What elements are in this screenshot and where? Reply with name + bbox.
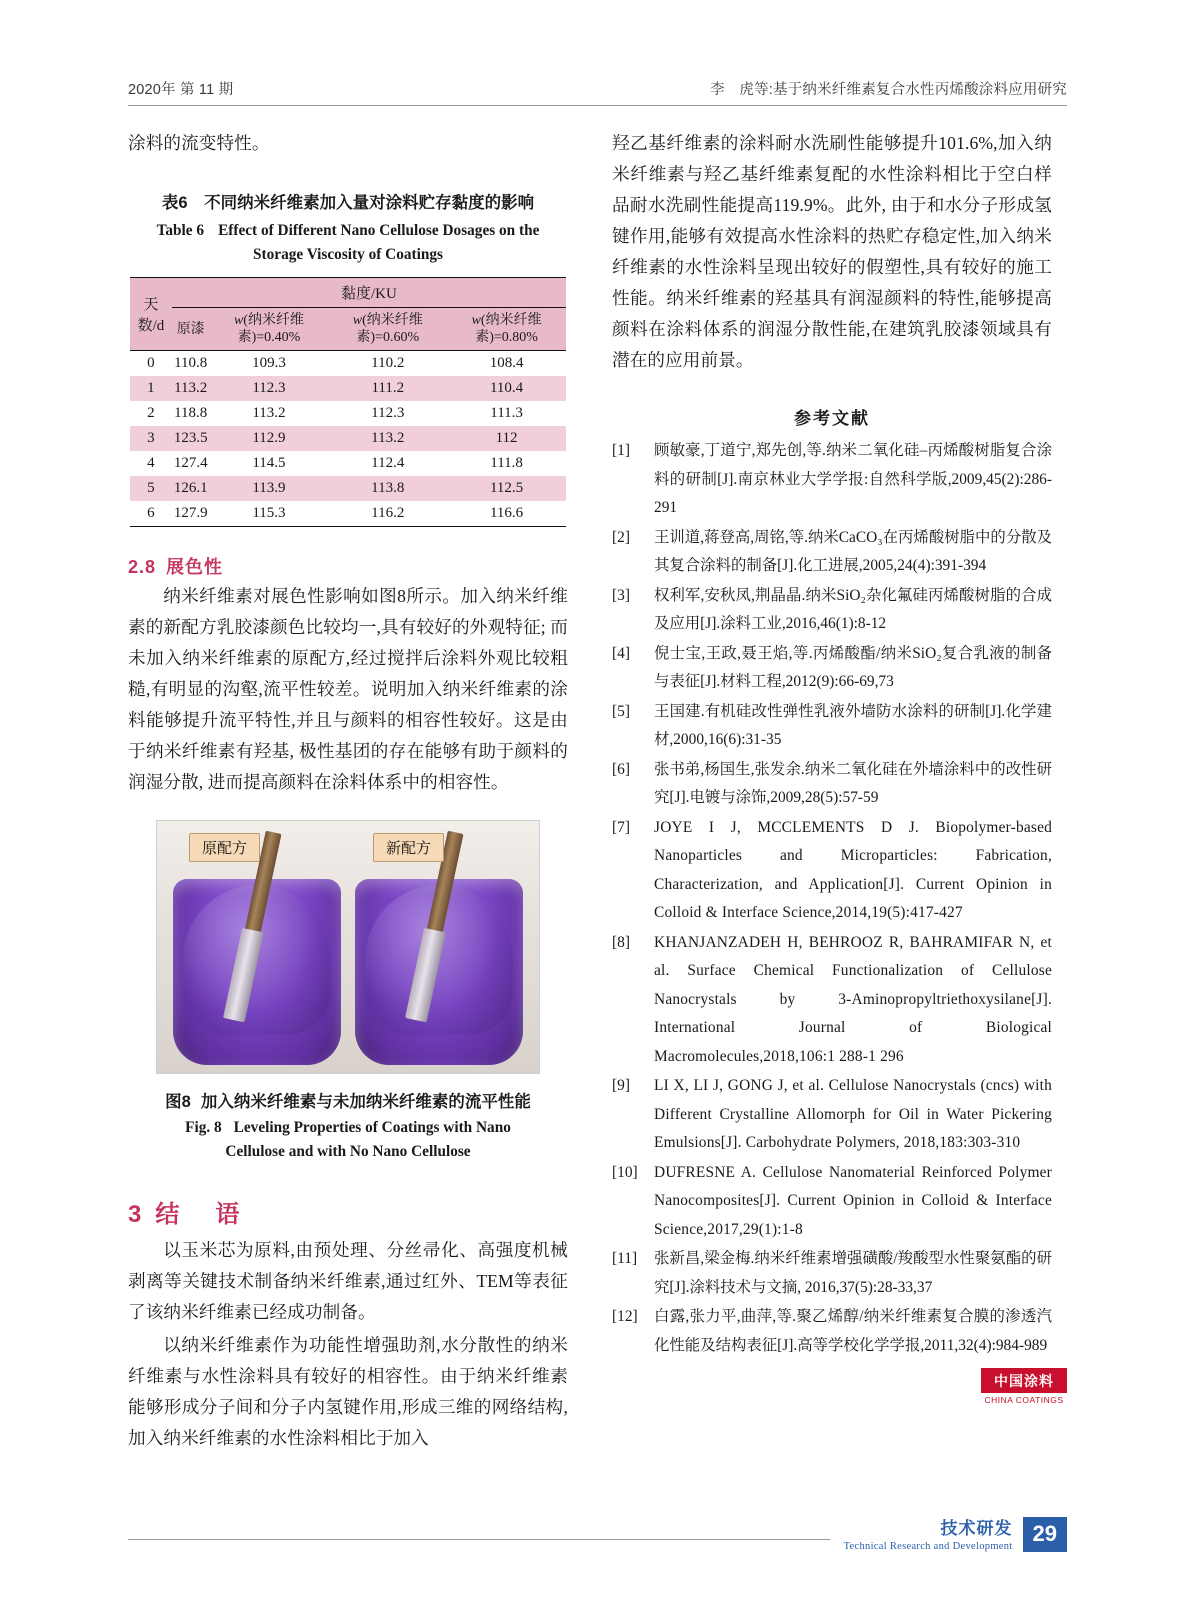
cell: 109.3: [210, 351, 329, 377]
figure-8-caption-cn: [128, 1088, 568, 1112]
section-2-8-paragraph: 纳米纤维素对展色性影响如图8所示。加入纳米纤维素的新配方乳胶漆颜色比较均一,具有较好的外观特征; 而未加入纳米纤维素的原配方,经过搅拌后涂料外观比较粗糙,有明显的沟壑,流平性较差。说明加入纳米纤维素的涂料能够提升流平特性,并且与颜料的相容性较好。这是由于纳米纤维素有羟基, 极性基团的存在能够有助于颜料的润湿分散, 进而提高颜料在涂料体系中的相容性。: [128, 586, 568, 792]
right-top-paragraph: 羟乙基纤维素的涂料耐水洗刷性能够提升101.6%,加入纳米纤维素与羟乙基纤维素复配的水性涂料相比于空白样品耐水洗刷性能提高119.9%。此外, 由于和水分子形成氢键作用,能够有效提高水性涂料的热贮存稳定性,加入纳米纤维素的水性涂料呈现出较好的假塑性,具有较好的施工性能。纳米纤维素的羟基具有润湿颜料的特性,能够提高颜料在涂料体系的润湿分散性能,在建筑乳胶漆领域具有潜在的应用前景。: [612, 133, 1052, 370]
table-row: [130, 451, 566, 476]
reference-text: KHANJANZADEH H, BEHROOZ R, BAHRAMIFAR N, et al. Surface Chemical Functionalization of Cellulose Nanocrystals by 3-Aminopropyltriethoxysilane[J]. International Journal of Biological Macromolecules,2018,106:1 288-1 296: [654, 933, 1052, 1065]
reference-item: [612, 1072, 1052, 1158]
cell: 5: [130, 476, 172, 501]
footer-section-cn: 技术研发: [940, 1519, 1013, 1538]
table6-head-row-2: [130, 308, 566, 351]
reference-number: [8]: [612, 933, 630, 951]
cell: 111.2: [328, 376, 447, 401]
reference-text: 顾敏豪,丁道宁,郑先创,等.纳米二氧化硅–丙烯酸树脂复合涂料的研制[J].南京林业大学学报:自然科学版,2009,45(2):286-291: [654, 442, 1052, 516]
figure-8-photo: [156, 820, 540, 1074]
table6-body: [130, 351, 566, 527]
table6-head: [130, 278, 566, 351]
reference-item: [612, 582, 1052, 639]
reference-number: [2]: [612, 528, 630, 546]
table6-header-cell: w(纳米纤维素)=0.60%: [328, 308, 447, 351]
reference-number: [11]: [612, 1250, 638, 1267]
section-number: 2.8: [128, 557, 157, 577]
cell: 110.4: [447, 376, 566, 401]
label-new-formula: 新配方: [373, 833, 444, 862]
cell: 118.8: [172, 401, 210, 426]
cell: 112.9: [210, 426, 329, 451]
reference-item: [612, 929, 1052, 1072]
two-column-body: [128, 128, 1067, 1456]
figure-8: [128, 820, 568, 1164]
table6-header-cell: w(纳米纤维素)=0.80%: [447, 308, 566, 351]
table6-caption-cn: 表6 不同纳米纤维素加入量对涂料贮存黏度的影响: [161, 194, 535, 212]
cell: 112.3: [328, 401, 447, 426]
reference-number: [1]: [612, 442, 630, 459]
publisher-logo: [981, 1368, 1067, 1405]
reference-text: DUFRESNE A. Cellulose Nanomaterial Reinforced Polymer Nanocomposites[J]. Current Opinion in Colloid & Interface Science,2017,29(1):1-8: [654, 1163, 1052, 1238]
reference-text: 张新昌,梁金梅.纳米纤维素增强磺酸/羧酸型水性聚氨酯的研究[J].涂料技术与文摘, 2016,37(5):28-33,37: [654, 1250, 1052, 1296]
table6-label-en: Table 6: [156, 222, 205, 239]
table6-col0-header: 天数/d: [130, 278, 172, 351]
publisher-logo-name: 中国涂料: [981, 1368, 1067, 1393]
left-top-paragraph: 涂料的流变特性。: [128, 133, 270, 153]
section-heading-3: [128, 1194, 568, 1229]
cell: 112.3: [210, 376, 329, 401]
reference-text: 白露,张力平,曲萍,等.聚乙烯醇/纳米纤维素复合膜的渗透汽化性能及结构表征[J].高等学校化学学报,2011,32(4):984-989: [654, 1308, 1052, 1354]
cell: 113.2: [210, 401, 329, 426]
reference-item: [612, 698, 1052, 755]
cell: 116.2: [328, 501, 447, 527]
section-number: 3: [128, 1201, 142, 1228]
label-original-formula: 原配方: [189, 833, 260, 862]
page-footer: [128, 1514, 1067, 1552]
references-heading: 参考文献: [794, 409, 870, 428]
reference-number: [5]: [612, 702, 630, 720]
reference-item: [612, 640, 1052, 697]
figure-8-label-en: Fig. 8: [185, 1119, 222, 1136]
table-row: [130, 426, 566, 451]
cell: 112: [447, 426, 566, 451]
table-row: [130, 376, 566, 401]
reference-number: [12]: [612, 1308, 638, 1325]
table-row: [130, 401, 566, 426]
cell: 113.8: [328, 476, 447, 501]
table6-head-row-1: [130, 278, 566, 308]
cell: 111.3: [447, 401, 566, 426]
reference-item: [612, 814, 1052, 928]
table6-header-cell: 原漆: [172, 308, 210, 351]
running-head-right: [710, 78, 1067, 99]
running-head-left: 2020年 第 11 期: [128, 82, 234, 98]
section-heading-2-8: [128, 553, 568, 579]
cell: 113.9: [210, 476, 329, 501]
figure-8-caption-en-line2: Cellulose and with No Nano Cellulose: [225, 1143, 471, 1160]
cell: 114.5: [210, 451, 329, 476]
table6-caption-en-line2: Storage Viscosity of Coatings: [253, 246, 443, 263]
figure-8-caption-en-line1: Leveling Properties of Coatings with Nano: [233, 1119, 511, 1136]
cell: 113.2: [328, 426, 447, 451]
cell: 6: [130, 501, 172, 527]
reference-number: [7]: [612, 818, 630, 836]
cell: 4: [130, 451, 172, 476]
cell: 111.8: [447, 451, 566, 476]
footer-rule: [128, 1539, 830, 1540]
reference-text: 权利军,安秋凤,荆晶晶.纳米SiO₂杂化氟硅丙烯酸树脂的合成及应用[J].涂料工业,2016,46(1):8-12: [654, 586, 1052, 632]
cell: 123.5: [172, 426, 210, 451]
figure-8-label-cn: 图8: [165, 1093, 191, 1111]
table-row: [130, 501, 566, 527]
cell: 115.3: [210, 501, 329, 527]
cell: 127.4: [172, 451, 210, 476]
reference-item: [612, 437, 1052, 523]
reference-text: 王训道,蒋登高,周铭,等.纳米CaCO₃在丙烯酸树脂中的分散及其复合涂料的制备[J].化工进展,2005,24(4):391-394: [654, 528, 1052, 574]
table6-group-header: 黏度/KU: [172, 278, 566, 308]
publisher-logo-sub: CHINA COATINGS: [984, 1395, 1064, 1405]
reference-text: 王国建.有机硅改性弹性乳液外墙防水涂料的研制[J].化学建材,2000,16(6):31-35: [654, 702, 1052, 748]
reference-text: LI X, LI J, GONG J, et al. Cellulose Nanocrystals (cncs) with Different Crystalline Allomorph for Oil in Water Pickering Emulsions[J]. Carbohydrate Polymers, 2018,183:303-310: [654, 1077, 1052, 1151]
figure-8-caption-cn-text: 加入纳米纤维素与未加纳米纤维素的流平性能: [200, 1093, 531, 1111]
reference-item: [612, 1245, 1052, 1302]
running-head-author: 李 虎等:: [709, 82, 773, 98]
table6-caption-en: [128, 219, 568, 267]
reference-item: [612, 1303, 1052, 1360]
cell: 110.8: [172, 351, 210, 377]
reference-number: [4]: [612, 644, 630, 662]
table-row: [130, 351, 566, 377]
section-3-paragraph-1: 以玉米芯为原料,由预处理、分丝帚化、高强度机械剥离等关键技术制备纳米纤维素,通过红外、TEM等表征了该纳米纤维素已经成功制备。: [128, 1240, 568, 1322]
footer-section: [844, 1514, 1013, 1552]
reference-item: [612, 524, 1052, 581]
section-3-paragraph-2: 以纳米纤维素作为功能性增强助剂,水分散性的纳米纤维素与水性涂料具有较好的相容性。由于纳米纤维素能够形成分子间和分子内氢键作用,形成三维的网络结构,加入纳米纤维素的水性涂料相比于加入: [128, 1335, 568, 1448]
cell: 2: [130, 401, 172, 426]
cell: 1: [130, 376, 172, 401]
reference-number: [9]: [612, 1077, 630, 1094]
reference-text: 张书弟,杨国生,张发余.纳米二氧化硅在外墙涂料中的改性研究[J].电镀与涂饰,2009,28(5):57-59: [654, 760, 1052, 806]
right-column: [612, 128, 1052, 1456]
cell: 126.1: [172, 476, 210, 501]
reference-number: [6]: [612, 760, 630, 778]
figure-8-caption-en: [128, 1116, 568, 1164]
footer-section-en: Technical Research and Development: [843, 1541, 1013, 1552]
cell: 112.4: [328, 451, 447, 476]
table6: [130, 277, 566, 527]
reference-item: [612, 1159, 1052, 1245]
reference-item: [612, 756, 1052, 813]
left-column: [128, 128, 568, 1456]
reference-number: [3]: [612, 586, 630, 604]
reference-text: 倪士宝,王政,聂王焰,等.丙烯酸酯/纳米SiO₂复合乳液的制备与表征[J].材料工程,2012(9):66-69,73: [654, 644, 1052, 690]
cell: 116.6: [447, 501, 566, 527]
reference-text: JOYE I J, MCCLEMENTS D J. Biopolymer-based Nanoparticles and Microparticles: Fabrication, Characterization, and Application[J]. Current Opinion in Colloid & Interface Science,2014,19(5):417-427: [654, 818, 1052, 921]
running-head-title: 基于纳米纤维素复合水性丙烯酸涂料应用研究: [773, 82, 1067, 98]
page-number: 29: [1023, 1517, 1067, 1552]
cell: 110.2: [328, 351, 447, 377]
table6-header-cell: w(纳米纤维素)=0.40%: [210, 308, 329, 351]
cell: 113.2: [172, 376, 210, 401]
reference-number: [10]: [612, 1163, 638, 1181]
section-title: 展色性: [166, 557, 224, 577]
cell: 108.4: [447, 351, 566, 377]
table-row: [130, 476, 566, 501]
cell: 127.9: [172, 501, 210, 527]
cell: 112.5: [447, 476, 566, 501]
cell: 3: [130, 426, 172, 451]
cell: 0: [130, 351, 172, 377]
table6-caption-en-line1: Effect of Different Nano Cellulose Dosages on the: [218, 222, 540, 239]
section-title: 结 语: [155, 1201, 246, 1228]
running-head: [128, 78, 1067, 106]
